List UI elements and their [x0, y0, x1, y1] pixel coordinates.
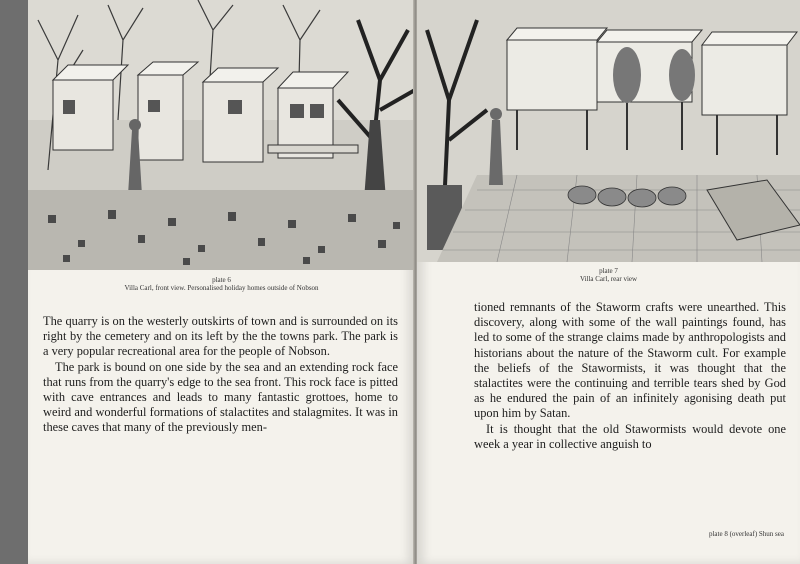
paragraph: The quarry is on the westerly outskirts of town and is surrounded on its right by the cemetery and on its left by the the towns park. The park is a very popular recreational area for the people of Nobson. — [43, 314, 398, 359]
plate-6-illustration — [28, 0, 415, 270]
paragraph: It is thought that the old Stawormists would devote one week a year in collective anguish to — [474, 421, 786, 451]
plate-number: plate 6 — [212, 276, 231, 284]
plate-caption — [28, 276, 415, 292]
plate-7-illustration — [417, 0, 800, 262]
plate-number: plate 7 — [599, 267, 618, 275]
paragraph: tioned remnants of the Staworm crafts were unearthed. This discovery, along with some of the wall paintings found, has led to some of the strange claims made by anthropologists and historians about the nature of the Staworm cult. For example the beliefs of the Stawormists, it was thought that the stalactites were the continuing and terrible tears shed by God as he endured the pain of an infinitely agonising death put upon him by Satan. — [474, 300, 786, 421]
footnote: plate 8 (overleaf) Shun sea — [708, 530, 784, 538]
plate-caption — [417, 267, 800, 283]
paragraph: The park is bound on one side by the sea and an extending rock face that runs from the quarry's edge to the sea front. This rock face is pitted with cave entrances and leads to many fantastic grottoes, home to weird and wonderful formations of stalactites and stalagmites. It was in these caves that many of the previously men- — [43, 359, 398, 435]
body-text — [474, 300, 786, 452]
right-page — [417, 0, 800, 564]
body-text — [43, 314, 398, 436]
plate-caption-text: Villa Carl, rear view — [579, 275, 638, 283]
plate-caption-text: Villa Carl, front view. Personalised holiday homes outside of Nobson — [124, 284, 319, 292]
left-page — [28, 0, 415, 564]
